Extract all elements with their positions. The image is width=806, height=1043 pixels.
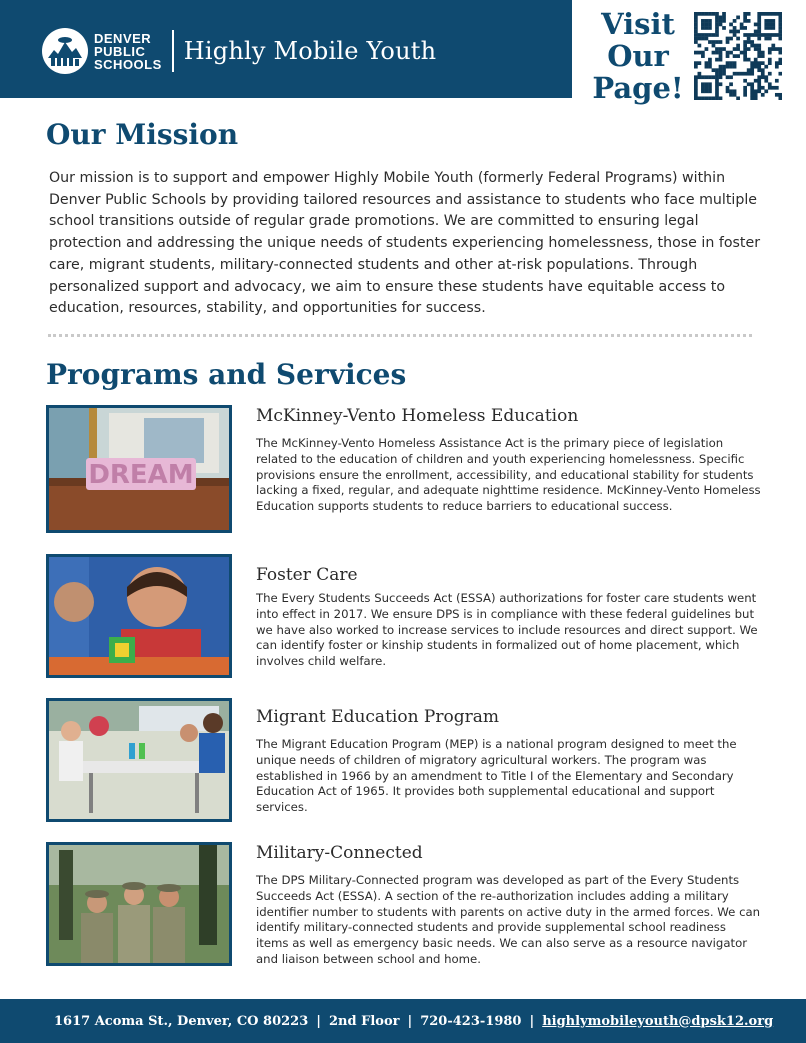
foster-care-text: The Every Students Succeeds Act (ESSA) authorizations for foster care students went into effect in 2017. We ensure DPS is in compliance with these federal guidelines but we have also worked to increase services to include resources and direct support. We can identify foster or kinship students in formalized out of home placement, which involves child welfare.	[256, 591, 758, 669]
contact-footer	[0, 999, 806, 1043]
footer-separator: |	[316, 1013, 321, 1029]
migrant-education-photo	[46, 698, 232, 822]
visit-line-2: Our	[607, 39, 669, 73]
migrant-education-text: The Migrant Education Program (MEP) is a national program designed to meet the unique needs of children of migratory agricultural workers. The program was established in 1966 by an amendment to Title I of the Elementary and Secondary Education Act of 1965. It provides both supplemental educational and support services.	[256, 737, 737, 815]
photo-dream-word: DREAM	[88, 460, 194, 490]
mckinney-vento-photo	[46, 405, 232, 533]
page-header	[0, 0, 806, 105]
military-connected-text: The DPS Military-Connected program was developed as part of the Every Students Succeeds Act (ESSA). A section of the re-authorization includes adding a military identifier number to students with parents on active duty in the armed forces. We can identify military-connected students and provide supplemental school readiness items as well as emergency basic needs. We can also serve as a resource navigator and liaison between school and home.	[256, 873, 761, 966]
header-band	[0, 0, 572, 98]
mckinney-vento-title: McKinney-Vento Homeless Education	[256, 406, 579, 426]
logo-line-2: PUBLIC	[94, 43, 146, 59]
mckinney-vento-text: The McKinney-Vento Homeless Assistance Act is the primary piece of legislation related to the education of children and youth experiencing homelessness. Specific provisions ensure the enrollment, accessibility, and educational stability for students lacking a fixed, regular, and adequate nighttime residence. McKinney-Vento Homeless Education supports students to reduce barriers to educational success.	[256, 436, 761, 514]
foster-care-title: Foster Care	[256, 565, 358, 585]
footer-address: 1617 Acoma St., Denver, CO 80223	[54, 1013, 309, 1029]
logo-line-3: SCHOOLS	[94, 56, 162, 72]
dps-logo-text	[94, 32, 162, 71]
mission-paragraph: Our mission is to support and empower Highly Mobile Youth (formerly Federal Programs) within Denver Public Schools by providing tailored resources and assistance to students who face multiple school transitions outside of regular grade promotions. We are committed to ensuring legal protection and addressing the unique needs of students experiencing homelessness, those in foster care, migrant students, military-connected students and other at-risk populations. Through personalized support and advocacy, we aim to ensure these students have equitable access to education, resources, stability, and opportunities for success.	[49, 170, 761, 317]
foster-care-photo	[46, 554, 232, 678]
footer-phone[interactable]: 720-423-1980	[420, 1013, 522, 1029]
dps-logo-mark-icon	[42, 28, 88, 74]
military-connected-title: Military-Connected	[256, 843, 423, 863]
dps-logo[interactable]	[42, 28, 436, 74]
mission-heading: Our Mission	[46, 118, 239, 151]
visit-our-page-callout	[588, 8, 688, 104]
footer-email-link[interactable]: highlymobileyouth@dpsk12.org	[542, 1013, 774, 1029]
programs-heading: Programs and Services	[46, 358, 407, 391]
logo-line-1: DENVER	[94, 30, 152, 46]
qr-code-icon[interactable]	[694, 12, 782, 100]
military-connected-photo	[46, 842, 232, 966]
migrant-education-title: Migrant Education Program	[256, 707, 499, 727]
logo-divider	[172, 30, 174, 72]
footer-floor: 2nd Floor	[329, 1013, 400, 1029]
program-name: Highly Mobile Youth	[183, 37, 437, 65]
visit-line-3: Page!	[592, 71, 684, 105]
footer-separator: |	[529, 1013, 535, 1029]
visit-line-1: Visit	[601, 7, 675, 41]
section-divider	[48, 334, 752, 337]
footer-separator: |	[407, 1013, 413, 1029]
